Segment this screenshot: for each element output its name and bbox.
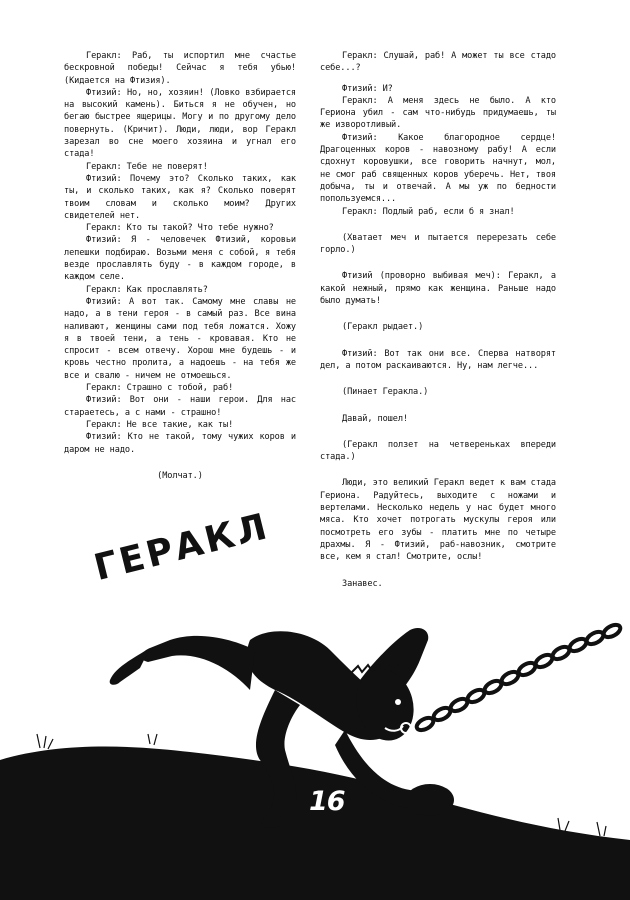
stage-direction: (Геракл рыдает.) xyxy=(342,322,424,333)
dialogue-line: Фтизий: Я - человечек Фтизий, коровьи лепешки подбираю. Возьми меня с собой, я тебя везде прославлять буду - в каждом городе, в каждом селе. xyxy=(64,235,296,283)
dialogue-line: Фтизий: Вот они - наши герои. Для нас стараетесь, а с нами - страшно! xyxy=(64,395,296,418)
dialogue-line: Геракл: Раб, ты испортил мне счастье бескровной победы! Сейчас я тебя убью! (Кидается на Фтизия). xyxy=(64,51,296,86)
stage-direction: (Пинает Геракла.) xyxy=(342,387,429,398)
chain xyxy=(415,622,623,732)
dialogue-line: Фтизий: Почему это? Сколько таких, как ты, и сколько таких, как я? Сколько поверят твоим словам и сколько моим? Других свидетелей нет. xyxy=(64,173,296,221)
dialogue-line: Фтизий: Но, но, хозяин! (Ловко взбирается на высокий камень). Биться я не обучен, но бегаю быстрее ящерицы. Могу и по другому дело повернуть. (Кричит). Люди, люди, вор Геракл зарезал во сне моего хозяина и угнал его стада! xyxy=(64,87,296,160)
dialogue-line: Фтизий: Кто не такой, тому чужих коров и даром не надо. xyxy=(64,432,296,455)
dialogue-line: Фтизий: Вот так они все. Сперва натворят дел, а потом раскаиваются. Ну, нам легче... xyxy=(320,348,556,371)
right-text-column xyxy=(320,50,556,590)
dialogue-line: Фтизий: Какое благородное сердце! Драгоценных коров - навозному рабу! А если сдохнут коровушки, все говорить начнут, мол, не смог раб священных коров уберечь. Нет, твоя добыча, ты и отвечай. А мы уж по бедности попользуемся... xyxy=(320,132,556,205)
dialogue-line: Давай, пошел! xyxy=(342,413,408,424)
curtain-line: Занавес. xyxy=(342,578,383,589)
dialogue-line: Фтизий: А вот так. Самому мне славы не надо, а в тени героя - в самый раз. Все вина наливают, женщины сами под тебя ложатся. Хожу я в твоей тени, а тень - кровавая. Кто не спросит - всем отвечу. Хорош мне будешь - и кровь честно пролита, а надоешь - на тебя же все и свалю - ничем не отмоешься. xyxy=(64,296,296,381)
heracles-illustration xyxy=(0,540,630,900)
dialogue-line: Фтизий: И? xyxy=(342,83,393,94)
dialogue-line: Геракл: Как прославлять? xyxy=(86,284,208,295)
dialogue-line: Геракл: Не все такие, как ты! xyxy=(86,419,234,430)
dialogue-line: Геракл: Подлый раб, если б я знал! xyxy=(342,206,515,217)
stage-direction: (Хватает меч и пытается перерезать себе горло.) xyxy=(320,232,556,256)
dialogue-line: Фтизий (проворно выбивая меч): Геракл, а какой нежный, прямо как женщина. Раньше надо было думать! xyxy=(320,271,556,307)
page-number: 16 xyxy=(309,786,345,817)
stage-direction: (Геракл ползет на четвереньках впереди стада.) xyxy=(320,439,556,463)
dialogue-line: Геракл: А меня здесь не было. А кто Гериона убил - сам что-нибудь придумаешь, ты же изворотливый. xyxy=(320,95,556,131)
ground-silhouette xyxy=(0,747,630,900)
stage-direction: (Молчат.) xyxy=(157,470,203,481)
left-text-column xyxy=(64,50,296,482)
heracles-title-lettering: ГЕРАКЛ xyxy=(90,505,274,589)
dialogue-line: Геракл: Слушай, раб! А может ты все стадо себе...? xyxy=(320,51,556,74)
dialogue-line: Геракл: Кто ты такой? Что тебе нужно? xyxy=(86,223,274,234)
dialogue-line: Люди, это великий Геракл ведет к вам стада Гериона. Радуйтесь, выходите с ножами и вертелами. Несколько недель у нас будет много мяса. Кто хочет потрогать мускулы героя или посмотреть его зубы - платить мне по четыре драхмы. Я - Фтизий, раб-навозник, смотрите все, кем я стал! Смотрите, ослы! xyxy=(320,478,556,563)
dialogue-line: Геракл: Тебе не поверят! xyxy=(86,161,208,172)
dialogue-line: Геракл: Страшно с тобой, раб! xyxy=(86,383,234,394)
